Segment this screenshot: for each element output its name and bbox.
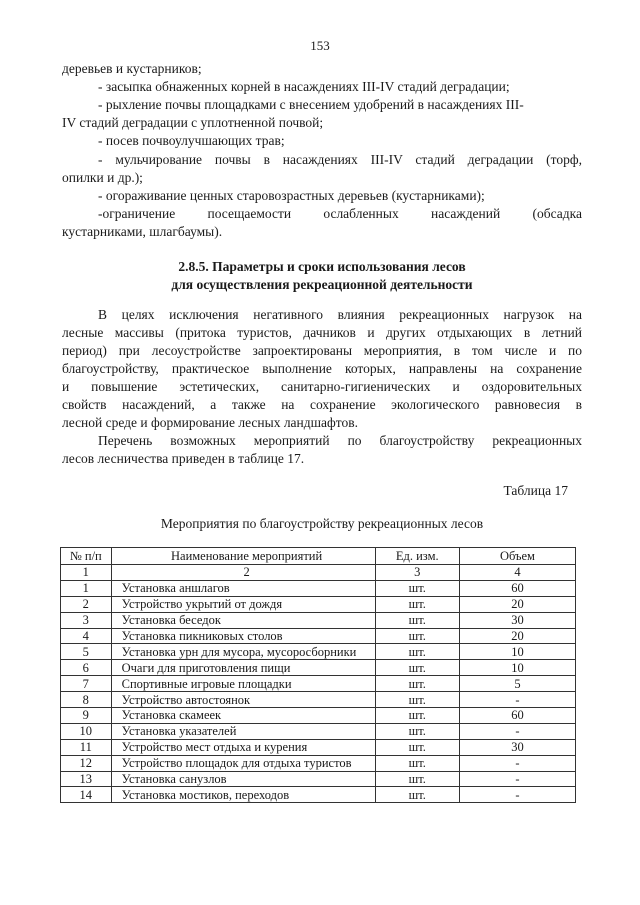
row-number-cell: 13	[61, 771, 112, 787]
table-row	[61, 771, 576, 787]
text-line: - посев почвоулучшающих трав;	[98, 133, 285, 148]
numbering-cell: 4	[459, 565, 575, 581]
section-heading: 2.8.5. Параметры и сроки использования лесов	[178, 259, 466, 274]
table-row	[61, 596, 576, 612]
row-number-cell: 11	[61, 739, 112, 755]
header-cell: Наименование мероприятий	[111, 548, 375, 565]
paragraph-line: благоустройству, практическое выполнение которых, направлены на сохранение	[62, 361, 582, 376]
paragraph-line: период) при лесоустройстве запроектированы мероприятия, в том числе и по	[62, 343, 582, 358]
numbering-cell: 3	[375, 565, 459, 581]
paragraph-line: и повышение эстетических, санитарно-гигиенических и оздоровительных	[62, 379, 582, 394]
unit-cell: шт.	[375, 676, 459, 692]
unit-cell: шт.	[375, 580, 459, 596]
paragraph-line: лесов лесничества приведен в таблице 17.	[62, 451, 305, 466]
table-label: Таблица 17	[503, 483, 568, 498]
table-row	[61, 612, 576, 628]
volume-cell: 5	[459, 676, 575, 692]
unit-cell: шт.	[375, 771, 459, 787]
measure-name-cell: Установка указателей	[111, 723, 375, 739]
measures-table	[60, 547, 576, 803]
measure-name-cell: Установка пикниковых столов	[111, 628, 375, 644]
volume-cell: -	[459, 787, 575, 803]
table-title: Мероприятия по благоустройству рекреационных лесов	[160, 516, 484, 531]
numbering-cell: 2	[111, 565, 375, 581]
unit-cell: шт.	[375, 660, 459, 676]
unit-cell: шт.	[375, 708, 459, 724]
table-row	[61, 755, 576, 771]
row-number-cell: 9	[61, 708, 112, 724]
row-number-cell: 5	[61, 644, 112, 660]
text-line: - засыпка обнаженных корней в насаждениях III-IV стадий деградации;	[98, 79, 510, 94]
unit-cell: шт.	[375, 612, 459, 628]
text-line: - рыхление почвы площадками с внесением удобрений в насаждениях III-	[98, 97, 524, 112]
measure-name-cell: Спортивные игровые площадки	[111, 676, 375, 692]
numbering-cell: 1	[61, 565, 112, 581]
table-numbering-row	[61, 565, 576, 581]
measure-name-cell: Установка урн для мусора, мусоросборники	[111, 644, 375, 660]
measure-name-cell: Установка санузлов	[111, 771, 375, 787]
table-row	[61, 628, 576, 644]
volume-cell: 60	[459, 708, 575, 724]
paragraph-line: Перечень возможных мероприятий по благоустройству рекреационных	[98, 433, 582, 448]
unit-cell: шт.	[375, 596, 459, 612]
table-row	[61, 644, 576, 660]
unit-cell: шт.	[375, 755, 459, 771]
volume-cell: 30	[459, 612, 575, 628]
text-line: - огораживание ценных старовозрастных деревьев (кустарниками);	[98, 188, 485, 203]
volume-cell: -	[459, 771, 575, 787]
row-number-cell: 7	[61, 676, 112, 692]
header-cell: Ед. изм.	[375, 548, 459, 565]
volume-cell: -	[459, 755, 575, 771]
measure-name-cell: Установка мостиков, переходов	[111, 787, 375, 803]
volume-cell: 30	[459, 739, 575, 755]
measure-name-cell: Устройство мест отдыха и курения	[111, 739, 375, 755]
table-body	[61, 580, 576, 802]
unit-cell: шт.	[375, 692, 459, 708]
row-number-cell: 14	[61, 787, 112, 803]
row-number-cell: 12	[61, 755, 112, 771]
table-header-row	[61, 548, 576, 565]
text-line: -ограничение посещаемости ослабленных насаждений (обсадка	[98, 206, 582, 221]
row-number-cell: 4	[61, 628, 112, 644]
row-number-cell: 6	[61, 660, 112, 676]
text-line: деревьев и кустарников;	[62, 61, 202, 76]
table-row	[61, 739, 576, 755]
paragraph-line: свойств насаждений, а также на сохранение экологического равновесия в	[62, 397, 582, 412]
header-cell: Объем	[459, 548, 575, 565]
volume-cell: 10	[459, 660, 575, 676]
measure-name-cell: Установка скамеек	[111, 708, 375, 724]
table-row	[61, 660, 576, 676]
table-row	[61, 787, 576, 803]
measure-name-cell: Установка беседок	[111, 612, 375, 628]
volume-cell: 20	[459, 628, 575, 644]
header-cell: № п/п	[61, 548, 112, 565]
paragraph-line: В целях исключения негативного влияния рекреационных нагрузок на	[98, 307, 582, 322]
measure-name-cell: Установка аншлагов	[111, 580, 375, 596]
unit-cell: шт.	[375, 644, 459, 660]
table-row	[61, 708, 576, 724]
row-number-cell: 8	[61, 692, 112, 708]
page-number: 153	[310, 38, 330, 53]
unit-cell: шт.	[375, 787, 459, 803]
measure-name-cell: Устройство автостоянок	[111, 692, 375, 708]
measure-name-cell: Очаги для приготовления пищи	[111, 660, 375, 676]
table-row	[61, 676, 576, 692]
text-line: кустарниками, шлагбаумы).	[62, 224, 223, 239]
text-line: - мульчирование почвы в насаждениях III-IV стадий деградации (торф,	[98, 152, 582, 167]
text-line: IV стадий деградации с уплотненной почвой;	[62, 115, 324, 130]
paragraph-line: лесные массивы (притока туристов, дачников и других отдыхающих в летний	[62, 325, 582, 340]
table-row	[61, 580, 576, 596]
volume-cell: 20	[459, 596, 575, 612]
table-row	[61, 692, 576, 708]
volume-cell: 10	[459, 644, 575, 660]
volume-cell: 60	[459, 580, 575, 596]
row-number-cell: 2	[61, 596, 112, 612]
measure-name-cell: Устройство укрытий от дождя	[111, 596, 375, 612]
row-number-cell: 1	[61, 580, 112, 596]
row-number-cell: 10	[61, 723, 112, 739]
table-row	[61, 723, 576, 739]
text-line: опилки и др.);	[62, 170, 143, 185]
row-number-cell: 3	[61, 612, 112, 628]
unit-cell: шт.	[375, 628, 459, 644]
volume-cell: -	[459, 692, 575, 708]
unit-cell: шт.	[375, 723, 459, 739]
measure-name-cell: Устройство площадок для отдыха туристов	[111, 755, 375, 771]
unit-cell: шт.	[375, 739, 459, 755]
section-heading: для осуществления рекреационной деятельности	[171, 277, 473, 292]
paragraph-line: лесной среде и формирование лесных ландшафтов.	[62, 415, 358, 430]
volume-cell: -	[459, 723, 575, 739]
